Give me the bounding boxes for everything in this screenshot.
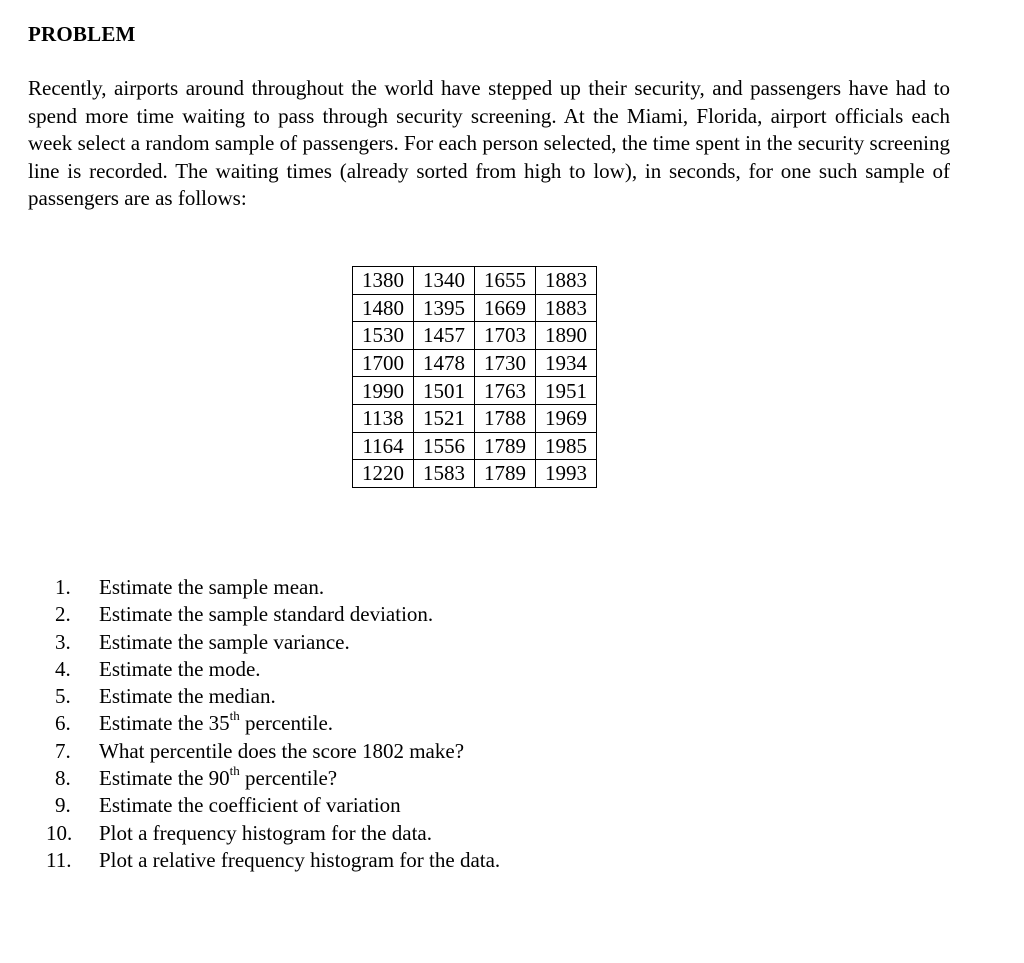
table-cell: 1669 xyxy=(475,294,536,322)
table-cell: 1380 xyxy=(353,267,414,295)
question-item xyxy=(46,847,501,874)
question-text: Estimate the median. xyxy=(99,684,276,709)
table-cell: 1990 xyxy=(353,377,414,405)
problem-paragraph: Recently, airports around throughout the world have stepped up their security, and passengers have had to spend more time waiting to pass through security screening. At the Miami, Florida, airport officials each week select a random sample of passengers. For each person selected, the time spent in the security screening line is recorded. The waiting times (already sorted from high to low), in seconds, for one such sample of passengers are as follows: xyxy=(28,76,950,211)
question-text: What percentile does the score 1802 make? xyxy=(99,738,465,763)
question-list xyxy=(46,574,501,874)
table-row xyxy=(353,432,597,460)
question-item xyxy=(55,710,500,737)
question-item xyxy=(46,820,500,847)
waiting-times-table xyxy=(352,266,597,488)
ordinal-suffix: th xyxy=(229,763,240,779)
table-cell: 1478 xyxy=(414,349,475,377)
question-number: 7. xyxy=(55,738,71,763)
question-item xyxy=(55,765,500,792)
table-row xyxy=(353,322,597,350)
table-row xyxy=(353,460,597,488)
question-number: 4. xyxy=(55,656,71,681)
question-text: Plot a frequency histogram for the data. xyxy=(99,820,432,845)
table-cell: 1890 xyxy=(536,322,597,350)
question-item xyxy=(55,738,500,765)
question-text xyxy=(99,765,337,792)
table-row xyxy=(353,267,597,295)
question-text: Estimate the sample standard deviation. xyxy=(99,602,434,627)
table-cell: 1480 xyxy=(353,294,414,322)
question-item xyxy=(55,683,500,710)
question-number: 11. xyxy=(46,847,72,872)
question-text-pre: Estimate the 35 xyxy=(99,711,230,736)
table-cell: 1993 xyxy=(536,460,597,488)
table-cell: 1340 xyxy=(414,267,475,295)
table-row xyxy=(353,349,597,377)
question-number: 6. xyxy=(55,711,71,736)
question-number: 2. xyxy=(55,602,71,627)
table-cell: 1985 xyxy=(536,432,597,460)
question-item xyxy=(55,656,500,683)
table-cell: 1583 xyxy=(414,460,475,488)
question-number: 5. xyxy=(55,684,71,709)
ordinal-suffix: th xyxy=(229,708,240,724)
table-cell: 1164 xyxy=(353,432,414,460)
question-number: 9. xyxy=(55,793,71,818)
question-text: Estimate the sample mean. xyxy=(99,575,325,599)
question-number: 1. xyxy=(55,575,71,599)
table-cell: 1556 xyxy=(414,432,475,460)
table-cell: 1883 xyxy=(536,267,597,295)
table-cell: 1951 xyxy=(536,377,597,405)
question-text-post: percentile? xyxy=(239,766,338,791)
question-text xyxy=(99,710,333,737)
table-row xyxy=(353,404,597,432)
question-text: Estimate the mode. xyxy=(99,656,261,681)
table-cell: 1395 xyxy=(414,294,475,322)
table-cell: 1220 xyxy=(353,460,414,488)
table-cell: 1969 xyxy=(536,404,597,432)
table-row xyxy=(353,294,597,322)
table-row xyxy=(353,377,597,405)
table-cell: 1700 xyxy=(353,349,414,377)
table-cell: 1730 xyxy=(475,349,536,377)
table-cell: 1703 xyxy=(475,322,536,350)
table-cell: 1138 xyxy=(353,404,414,432)
table-cell: 1655 xyxy=(475,267,536,295)
question-item xyxy=(55,792,500,819)
table-cell: 1501 xyxy=(414,377,475,405)
table-cell: 1521 xyxy=(414,404,475,432)
question-item xyxy=(55,601,500,628)
table-cell: 1763 xyxy=(475,377,536,405)
question-text: Estimate the coefficient of variation xyxy=(99,793,401,818)
problem-heading: PROBLEM xyxy=(28,22,136,46)
table-cell: 1883 xyxy=(536,294,597,322)
question-text-post: percentile. xyxy=(239,711,334,736)
question-number: 3. xyxy=(55,629,71,654)
table-cell: 1530 xyxy=(353,322,414,350)
question-number: 8. xyxy=(55,766,71,791)
table-cell: 1934 xyxy=(536,349,597,377)
question-item xyxy=(55,574,500,601)
question-text: Plot a relative frequency histogram for the data. xyxy=(99,847,501,872)
table-cell: 1789 xyxy=(475,460,536,488)
question-text-pre: Estimate the 90 xyxy=(99,766,230,791)
question-text: Estimate the sample variance. xyxy=(99,629,350,654)
table-cell: 1788 xyxy=(475,404,536,432)
question-item xyxy=(55,629,500,656)
table-cell: 1789 xyxy=(475,432,536,460)
table-cell: 1457 xyxy=(414,322,475,350)
question-number: 10. xyxy=(46,820,73,845)
